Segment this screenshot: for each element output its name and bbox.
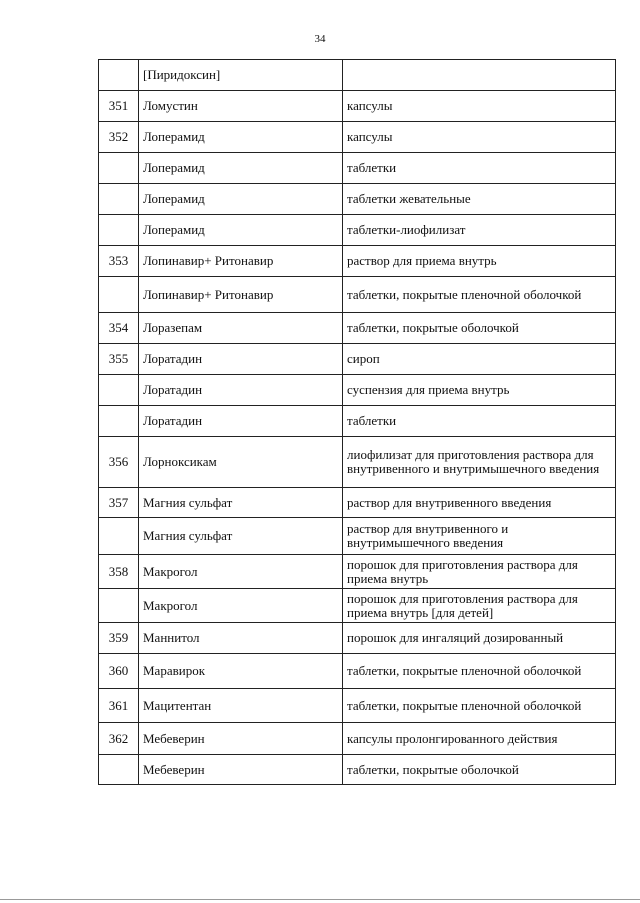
dosage-form	[343, 60, 616, 91]
row-number: 357	[99, 488, 139, 518]
page-number: 34	[314, 33, 326, 45]
row-number: 351	[99, 91, 139, 122]
dosage-form: порошок для приготовления раствора для приема внутрь	[343, 555, 616, 589]
dosage-form: капсулы пролонгированного действия	[343, 723, 616, 755]
row-number: 352	[99, 122, 139, 153]
row-number: 358	[99, 555, 139, 589]
drug-name: Лоратадин	[139, 344, 343, 375]
table-row	[99, 60, 616, 91]
dosage-form: сироп	[343, 344, 616, 375]
drug-name: Маравирок	[139, 654, 343, 689]
drug-name: Лоперамид	[139, 153, 343, 184]
table-row	[99, 406, 616, 437]
row-number	[99, 153, 139, 184]
row-number: 362	[99, 723, 139, 755]
table-row	[99, 437, 616, 488]
dosage-form: раствор для внутривенного и внутримышечного введения	[343, 518, 616, 555]
dosage-form: таблетки, покрытые пленочной оболочкой	[343, 689, 616, 723]
row-number: 360	[99, 654, 139, 689]
table-row	[99, 555, 616, 589]
drug-name: Лоперамид	[139, 122, 343, 153]
drug-table-body	[99, 60, 616, 785]
table-row	[99, 723, 616, 755]
drug-name: Мебеверин	[139, 723, 343, 755]
drug-name: Лоразепам	[139, 313, 343, 344]
row-number: 356	[99, 437, 139, 488]
row-number	[99, 277, 139, 313]
dosage-form: таблетки	[343, 406, 616, 437]
dosage-form: суспензия для приема внутрь	[343, 375, 616, 406]
dosage-form: порошок для приготовления раствора для приема внутрь [для детей]	[343, 589, 616, 623]
dosage-form: капсулы	[343, 122, 616, 153]
table-row	[99, 215, 616, 246]
row-number: 353	[99, 246, 139, 277]
table-row	[99, 246, 616, 277]
row-number: 355	[99, 344, 139, 375]
drug-name: Лоратадин	[139, 375, 343, 406]
row-number	[99, 755, 139, 785]
drug-name: Магния сульфат	[139, 518, 343, 555]
drug-name: Макрогол	[139, 555, 343, 589]
table-row	[99, 689, 616, 723]
row-number	[99, 375, 139, 406]
table-row	[99, 91, 616, 122]
dosage-form: таблетки, покрытые пленочной оболочкой	[343, 277, 616, 313]
table-row	[99, 375, 616, 406]
dosage-form: порошок для ингаляций дозированный	[343, 623, 616, 654]
row-number	[99, 215, 139, 246]
drug-name: Лорноксикам	[139, 437, 343, 488]
dosage-form: лиофилизат для приготовления раствора для внутривенного и внутримышечного введения	[343, 437, 616, 488]
drug-name: Ломустин	[139, 91, 343, 122]
table-row	[99, 277, 616, 313]
dosage-form: таблетки-лиофилизат	[343, 215, 616, 246]
table-row	[99, 488, 616, 518]
row-number	[99, 184, 139, 215]
drug-name: Макрогол	[139, 589, 343, 623]
drug-name: Маннитол	[139, 623, 343, 654]
drug-name: Мебеверин	[139, 755, 343, 785]
row-number: 359	[99, 623, 139, 654]
dosage-form: таблетки	[343, 153, 616, 184]
table-row	[99, 184, 616, 215]
dosage-form: таблетки, покрытые оболочкой	[343, 755, 616, 785]
table-row	[99, 122, 616, 153]
table-row	[99, 623, 616, 654]
dosage-form: таблетки жевательные	[343, 184, 616, 215]
dosage-form: раствор для приема внутрь	[343, 246, 616, 277]
drug-name: Мацитентан	[139, 689, 343, 723]
drug-name: Лопинавир+ Ритонавир	[139, 246, 343, 277]
dosage-form: капсулы	[343, 91, 616, 122]
bottom-divider	[0, 899, 640, 900]
drug-name: [Пиридоксин]	[139, 60, 343, 91]
drug-table	[98, 59, 616, 785]
dosage-form: раствор для внутривенного введения	[343, 488, 616, 518]
row-number	[99, 406, 139, 437]
drug-name: Лоперамид	[139, 184, 343, 215]
table-row	[99, 518, 616, 555]
table-row	[99, 153, 616, 184]
row-number: 354	[99, 313, 139, 344]
dosage-form: таблетки, покрытые пленочной оболочкой	[343, 654, 616, 689]
drug-name: Магния сульфат	[139, 488, 343, 518]
table-row	[99, 755, 616, 785]
table-row	[99, 589, 616, 623]
drug-name: Лопинавир+ Ритонавир	[139, 277, 343, 313]
table-row	[99, 344, 616, 375]
drug-name: Лоратадин	[139, 406, 343, 437]
drug-name: Лоперамид	[139, 215, 343, 246]
table-row	[99, 313, 616, 344]
table-row	[99, 654, 616, 689]
row-number	[99, 589, 139, 623]
row-number	[99, 60, 139, 91]
row-number: 361	[99, 689, 139, 723]
dosage-form: таблетки, покрытые оболочкой	[343, 313, 616, 344]
row-number	[99, 518, 139, 555]
